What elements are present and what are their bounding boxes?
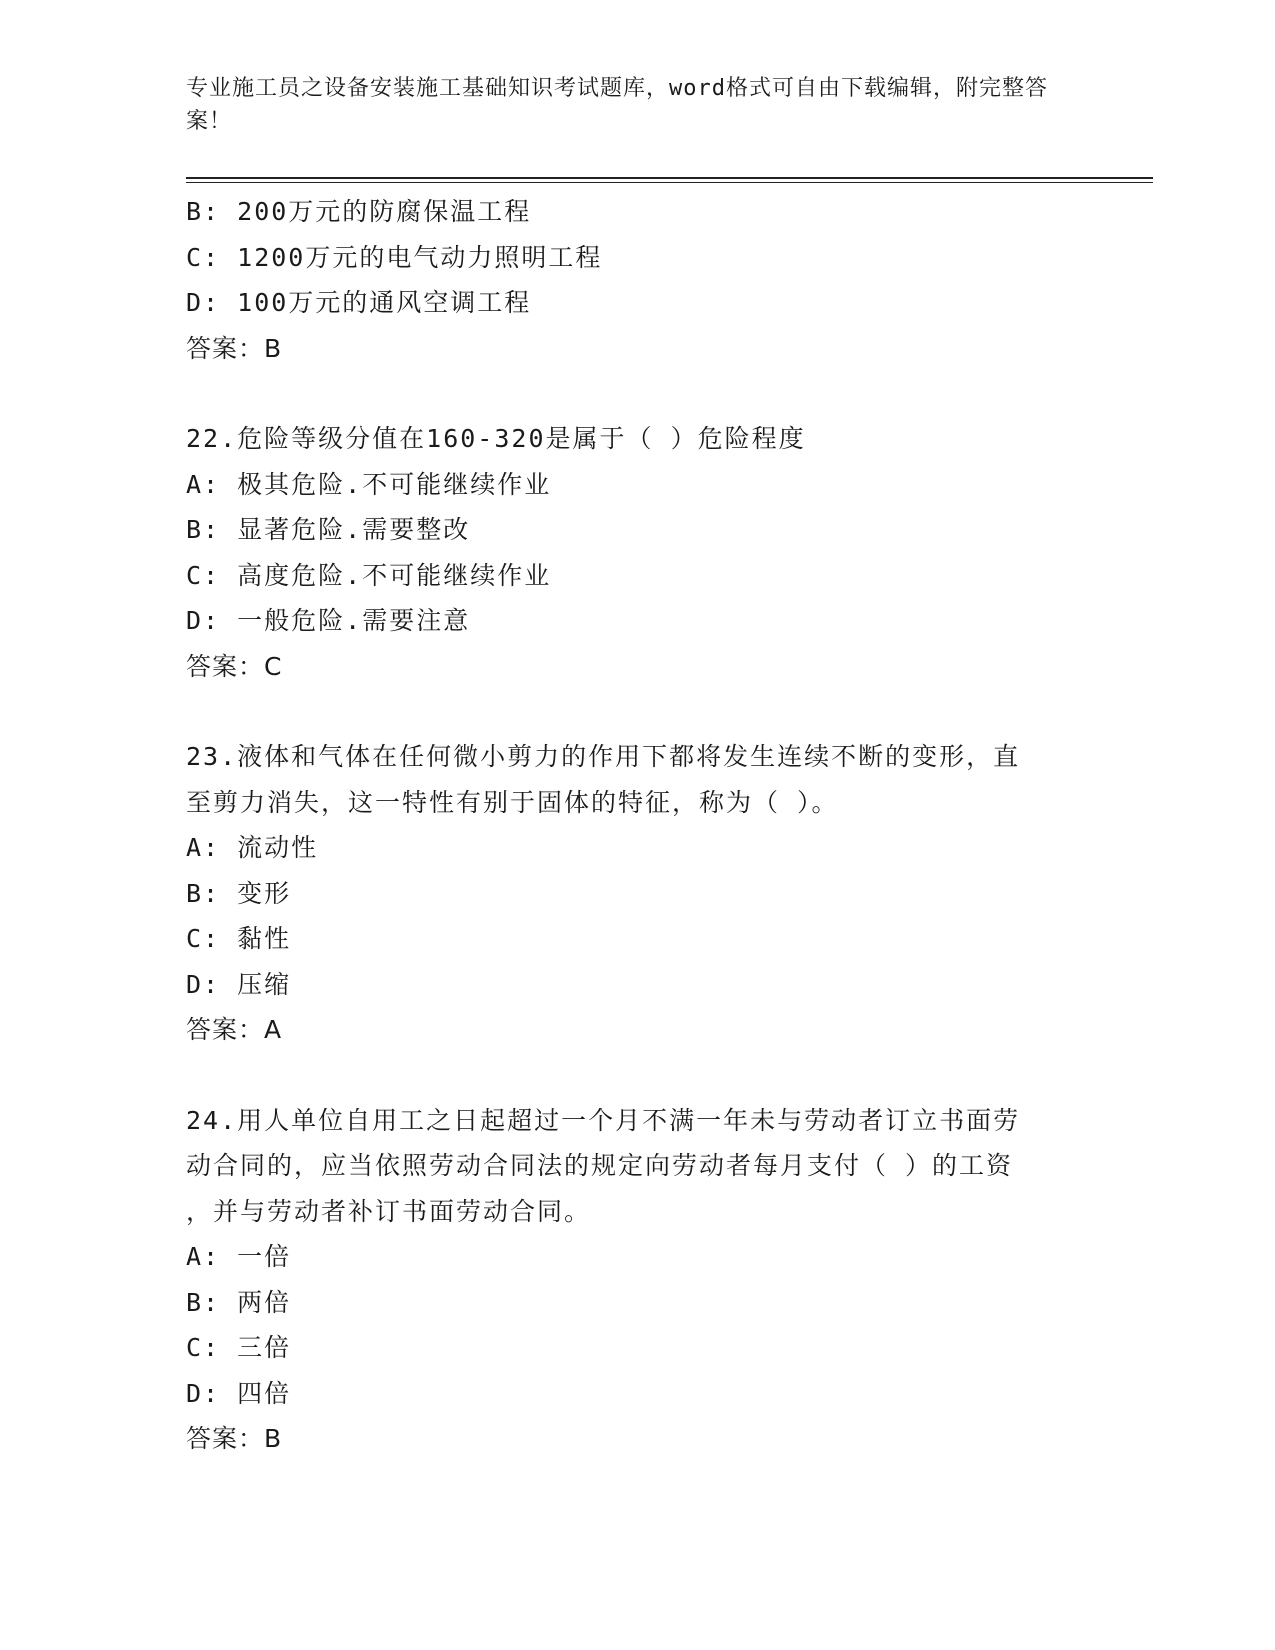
option-b: B: 变形	[186, 878, 292, 908]
option-b: B: 200万元的防腐保温工程	[186, 197, 532, 226]
option-d: D: 100万元的通风空调工程	[186, 288, 532, 317]
question-22	[186, 416, 1086, 689]
question-stem-line-2: 至剪力消失，这一特性有别于固体的特征，称为（ ）。	[186, 787, 839, 817]
option-a: A: 一倍	[186, 1242, 292, 1271]
document-header	[186, 72, 1066, 138]
option-c: C: 1200万元的电气动力照明工程	[186, 242, 603, 272]
question-23	[186, 734, 1086, 1053]
option-b: B: 两倍	[186, 1287, 292, 1317]
option-c: C: 黏性	[186, 924, 292, 953]
option-a: A: 极其危险.不可能继续作业	[186, 469, 552, 499]
question-list	[186, 189, 1086, 1462]
spacer	[186, 371, 1086, 416]
answer: 答案：C	[186, 651, 283, 681]
question-24	[186, 1098, 1086, 1462]
question-stem-line-1: 24.用人单位自用工之日起超过一个月不满一年未与劳动者订立书面劳	[186, 1105, 1021, 1135]
option-d: D: 压缩	[186, 969, 292, 999]
option-b: B: 显著危险.需要整改	[186, 515, 471, 544]
option-d: D: 四倍	[186, 1378, 292, 1408]
question-stem-line-1: 23.液体和气体在任何微小剪力的作用下都将发生连续不断的变形，直	[186, 742, 1021, 771]
header-rule-thin	[186, 182, 1153, 183]
spacer	[186, 689, 1086, 734]
question-stem-line-2: 动合同的，应当依照劳动合同法的规定向劳动者每月支付（ ）的工资	[186, 1151, 1014, 1180]
answer: 答案：B	[186, 1424, 283, 1453]
option-c: C: 高度危险.不可能继续作业	[186, 560, 552, 590]
question-stem: 22.危险等级分值在160-320是属于（ ）危险程度	[186, 424, 806, 453]
header-rule-thick	[186, 177, 1153, 179]
spacer	[186, 1053, 1086, 1098]
answer: 答案：B	[186, 333, 283, 363]
option-d: D: 一般危险.需要注意	[186, 606, 471, 635]
question-stem-line-3: ，并与劳动者补订书面劳动合同。	[186, 1196, 592, 1226]
option-a: A: 流动性	[186, 833, 319, 862]
question-21-continued	[186, 189, 1086, 371]
header-text: 专业施工员之设备安装施工基础知识考试题库，word格式可自由下载编辑，附完整答案！	[186, 76, 1048, 134]
answer: 答案：A	[186, 1015, 283, 1044]
option-c: C: 三倍	[186, 1333, 292, 1362]
